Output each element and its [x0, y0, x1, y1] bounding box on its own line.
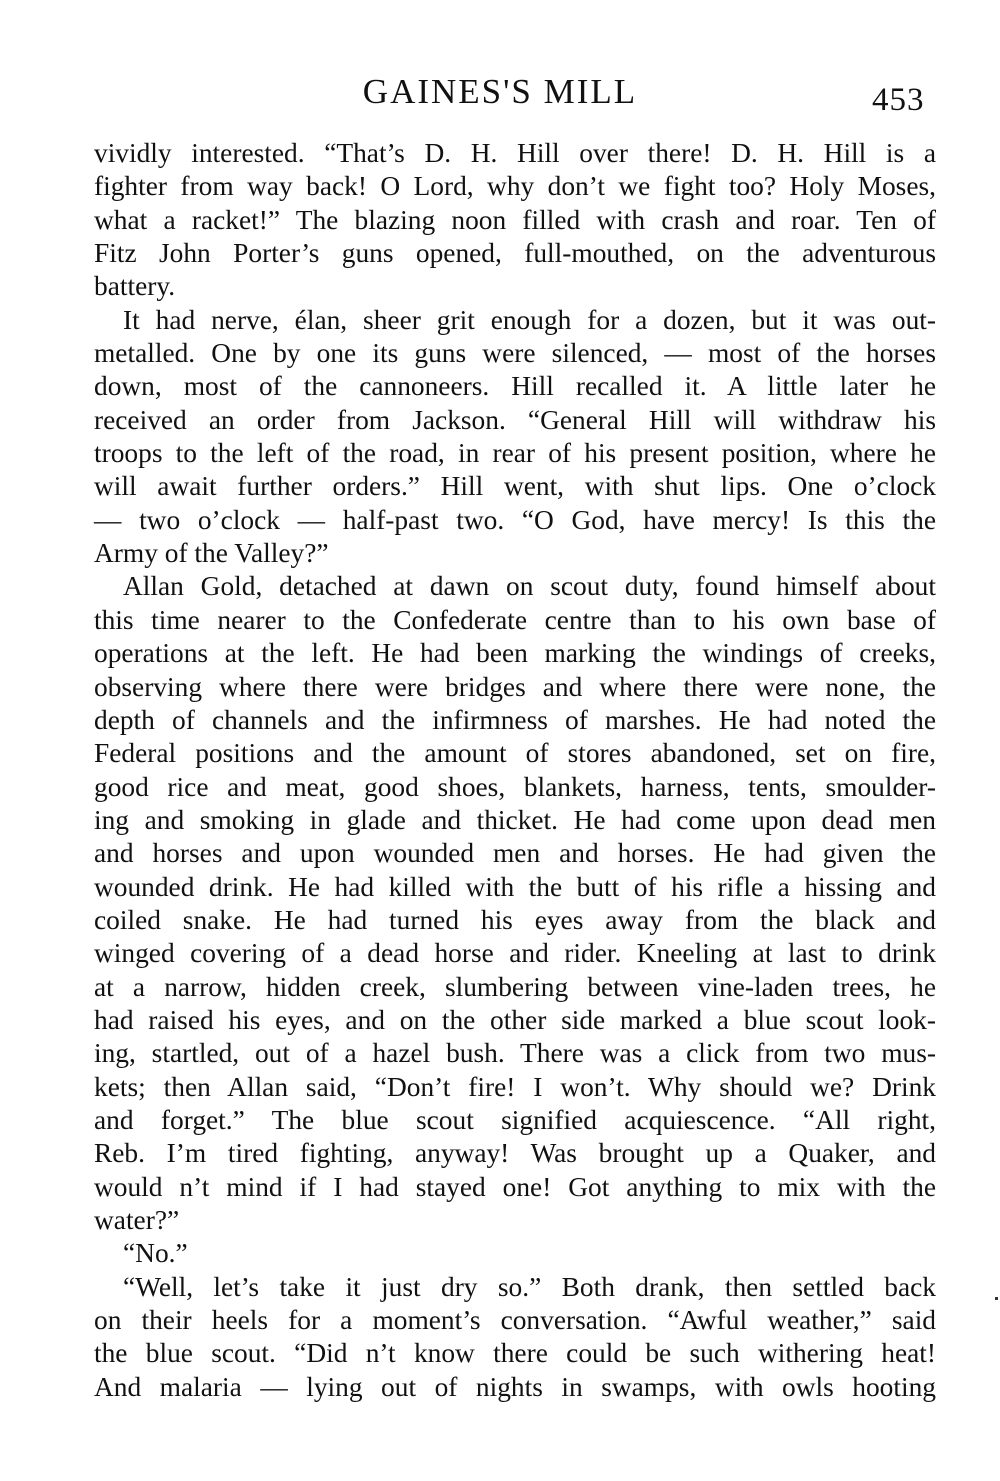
text-line: what a racket!” The blazing noon filled with crash and roar. Ten of [94, 204, 936, 235]
text-line: battery. [94, 271, 176, 302]
text-line: and forget.” The blue scout signified acquiescence. “All right, [94, 1104, 936, 1135]
text-line: on their heels for a moment’s conversation. “Awful weather,” said [94, 1305, 936, 1336]
text-line: “Well, let’s take it just dry so.” Both drank, then settled back [123, 1271, 936, 1302]
text-line: operations at the left. He had been marking the windings of creeks, [94, 638, 936, 669]
text-line: and horses and upon wounded men and horses. He had given the [94, 838, 936, 869]
text-line: troops to the left of the road, in rear of his present position, where he [94, 438, 936, 469]
text-line: — two o’clock — half-past two. “O God, have mercy! Is this the [94, 504, 936, 535]
text-line: would n’t mind if I had stayed one! Got anything to mix with the [94, 1171, 936, 1202]
text-line: coiled snake. He had turned his eyes away from the black and [94, 904, 936, 935]
text-line: Allan Gold, detached at dawn on scout duty, found himself about [123, 571, 936, 602]
text-line: Army of the Valley?” [94, 538, 329, 569]
text-line: fighter from way back! O Lord, why don’t we fight too? Holy Moses, [94, 171, 936, 202]
running-head [0, 70, 1000, 120]
text-line: Fitz John Porter’s guns opened, full-mouthed, on the adventurous [94, 238, 936, 269]
text-line: “No.” [123, 1238, 188, 1269]
text-line: wounded drink. He had killed with the butt of his rifle a hissing and [94, 871, 936, 902]
page-number: 453 [872, 82, 925, 118]
text-line: depth of channels and the infirmness of marshes. He had noted the [94, 704, 936, 735]
text-line: It had nerve, élan, sheer grit enough for a dozen, but it was out- [123, 304, 936, 335]
scan-mark [995, 1297, 998, 1300]
text-line: good rice and meat, good shoes, blankets, harness, tents, smoulder- [94, 771, 936, 802]
text-line: had raised his eyes, and on the other side marked a blue scout look- [94, 1004, 936, 1035]
text-line: observing where there were bridges and where there were none, the [94, 671, 936, 702]
text-line: vividly interested. “That’s D. H. Hill over there! D. H. Hill is a [94, 138, 936, 168]
text-line: will await further orders.” Hill went, with shut lips. One o’clock [94, 471, 936, 502]
text-line: ing, startled, out of a hazel bush. There was a click from two mus- [94, 1038, 936, 1069]
text-line: winged covering of a dead horse and rider. Kneeling at last to drink [94, 938, 936, 969]
text-line: And malaria — lying out of nights in swamps, with owls hooting [94, 1371, 936, 1402]
text-line: metalled. One by one its guns were silenced, — most of the horses [94, 338, 936, 369]
text-line: Federal positions and the amount of stores abandoned, set on fire, [94, 738, 936, 769]
text-line: at a narrow, hidden creek, slumbering between vine-laden trees, he [94, 971, 936, 1002]
text-line: Reb. I’m tired fighting, anyway! Was brought up a Quaker, and [94, 1138, 936, 1169]
text-line: received an order from Jackson. “General Hill will withdraw his [94, 404, 936, 435]
text-line: down, most of the cannoneers. Hill recalled it. A little later he [94, 371, 936, 402]
text-line: water?” [94, 1205, 180, 1235]
text-line: the blue scout. “Did n’t know there could be such withering heat! [94, 1338, 936, 1369]
text-line: kets; then Allan said, “Don’t fire! I won’t. Why should we? Drink [94, 1071, 936, 1102]
text-line: ing and smoking in glade and thicket. He had come upon dead men [94, 804, 936, 835]
body-text [94, 137, 936, 1404]
text-line: this time nearer to the Confederate centre than to his own base of [94, 604, 936, 635]
page-title: GAINES'S MILL [362, 72, 638, 111]
